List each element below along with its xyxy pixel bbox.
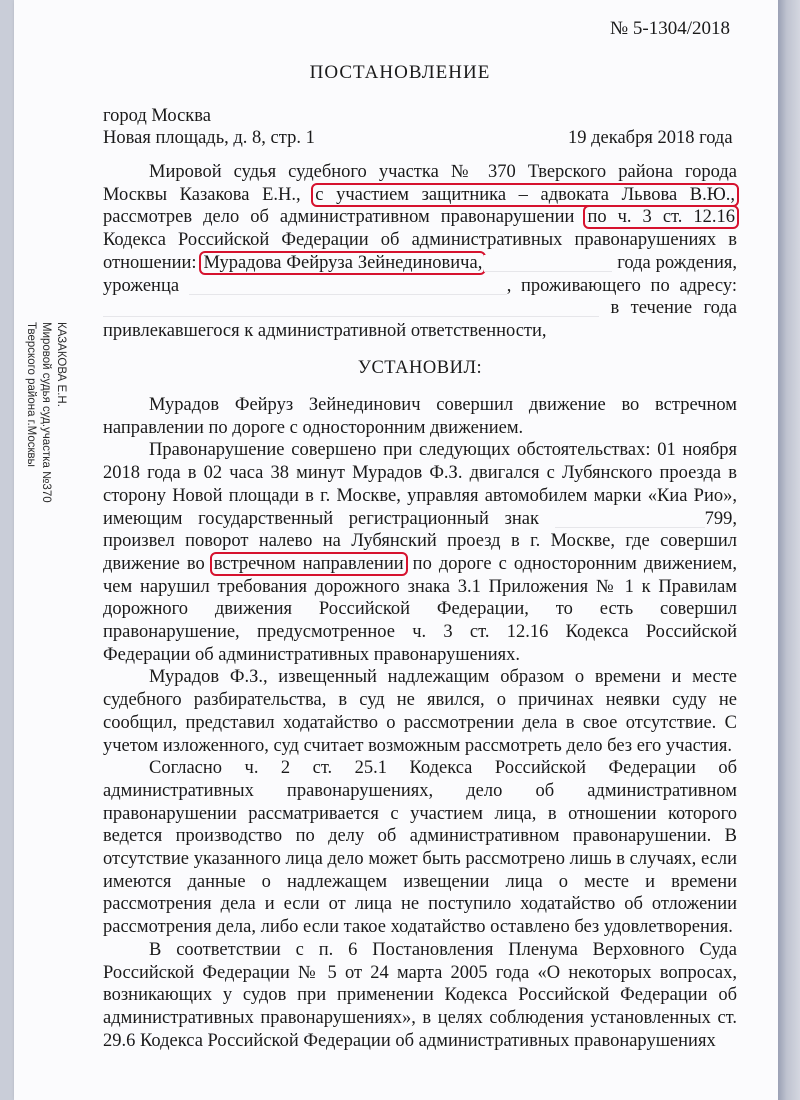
side-stamp-line: КАЗАКОВА Е.Н.: [55, 322, 67, 407]
intro-text: в течение года привлекавшегося к административной ответственности,: [103, 298, 737, 341]
main-text: [103, 394, 737, 1052]
highlight-wrong-direction: встречном направлении: [210, 552, 408, 576]
document-title: ПОСТАНОВЛЕНИЕ: [309, 62, 491, 83]
intro-block: [103, 161, 737, 392]
paragraph-text: Правонарушение совершено при следующих обстоятельствах: 01 ноября 2018 года в 02 часа 38 минут Мурадов Ф.З. двигался с Лубянского проезда в сторону Новой площади в г. Москве, управляя автомобилем марки «Киа Рио», имеющим государственный регистрационный знак: [103, 440, 737, 529]
paragraph: Мурадов Фейруз Зейнединович совершил движение во встречном направлении по дороге с односторонним движением.: [103, 395, 737, 438]
decision-date: 19 декабря 2018 года: [568, 128, 733, 148]
paragraph-text: по дороге с односторонним движением, чем нарушил требования дорожного знака 3.1 Приложения № 1 к Правилам дорожного движения Российской Федерации, то есть совершил правонарушение, предусмотренное ч. 3 ст. 12.16 Кодекса Российской Федерации об административных правонарушениях.: [103, 553, 738, 665]
redacted-birthdate: [484, 255, 612, 272]
highlight-person-name: Мурадова Фейруза Зейнединовича,: [199, 251, 486, 275]
intro-paragraph: [103, 161, 737, 343]
paragraph: Мурадов Ф.З., извещенный надлежащим образом о времени и месте судебного разбирательства, в суд не явился, о причинах неявки суду не сообщил, представил ходатайство о рассмотрении дела в свое отсутствие. С учетом изложенного, суд считает возможным рассмотреть дело без его участия.: [103, 667, 737, 756]
intro-text: рассмотрев дело об административном правонарушении: [103, 207, 586, 228]
paragraph-text: , произвел поворот налево на Лубянский проезд в г. Москве, где совершил движение во: [103, 508, 737, 574]
side-stamp: [6, 322, 76, 503]
plate-suffix: 799: [704, 508, 733, 529]
paragraph: Согласно ч. 2 ст. 25.1 Кодекса Российской Федерации об административных правонарушениях, дело об административном правонарушении рассматривается с участием лица, в отношении которого ведется производство по делу об административном правонарушении. В отсутствие указанного лица дело может быть рассмотрено лишь в случаях, если имеются данные о надлежащем извещении лица о месте и времени рассмотрения дела и если от лица не поступило ходатайство об отложении рассмотрения дела, либо если такое ходатайство оставлено без удовлетворения.: [103, 758, 737, 938]
redacted-plate: [555, 511, 705, 528]
intro-text: Кодекса Российской Федерации об административных правонарушениях в отношении:: [103, 230, 737, 273]
intro-text: , проживающего по адресу:: [506, 275, 737, 296]
side-stamp-line: Мировой судья суд.участка №370: [40, 322, 52, 503]
scan-edge: [778, 0, 800, 1100]
intro-text: года рождения, уроженца: [103, 252, 737, 296]
section-heading: УСТАНОВИЛ:: [357, 357, 483, 378]
court-address: Новая площадь, д. 8, стр. 1: [103, 128, 315, 148]
highlight-article: по ч. 3 ст. 12.16: [583, 205, 739, 229]
highlight-defender: с участием защитника – адвоката Львова В.Ю.,: [311, 183, 739, 207]
redacted-address: [103, 300, 599, 317]
case-number: № 5-1304/2018: [610, 18, 730, 39]
intro-text: Мировой судья судебного участка № 370 Тверского района города Москвы Казакова Е.Н.,: [103, 162, 737, 205]
redacted-birthplace: [189, 278, 507, 295]
paragraph: [103, 439, 737, 666]
paragraph: В соответствии с п. 6 Постановления Пленума Верховного Суда Российской Федерации № 5 от 24 марта 2005 года «О некоторых вопросах, возникающих у судов при применении Кодекса Российской Федерации об административных правонарушениях», в целях соблюдения установленных ст. 29.6 Кодекса Российской Федерации об административных правонарушениях: [103, 939, 737, 1051]
city: город Москва: [103, 106, 211, 126]
side-stamp-line: Тверского района г.Москвы: [25, 322, 37, 467]
